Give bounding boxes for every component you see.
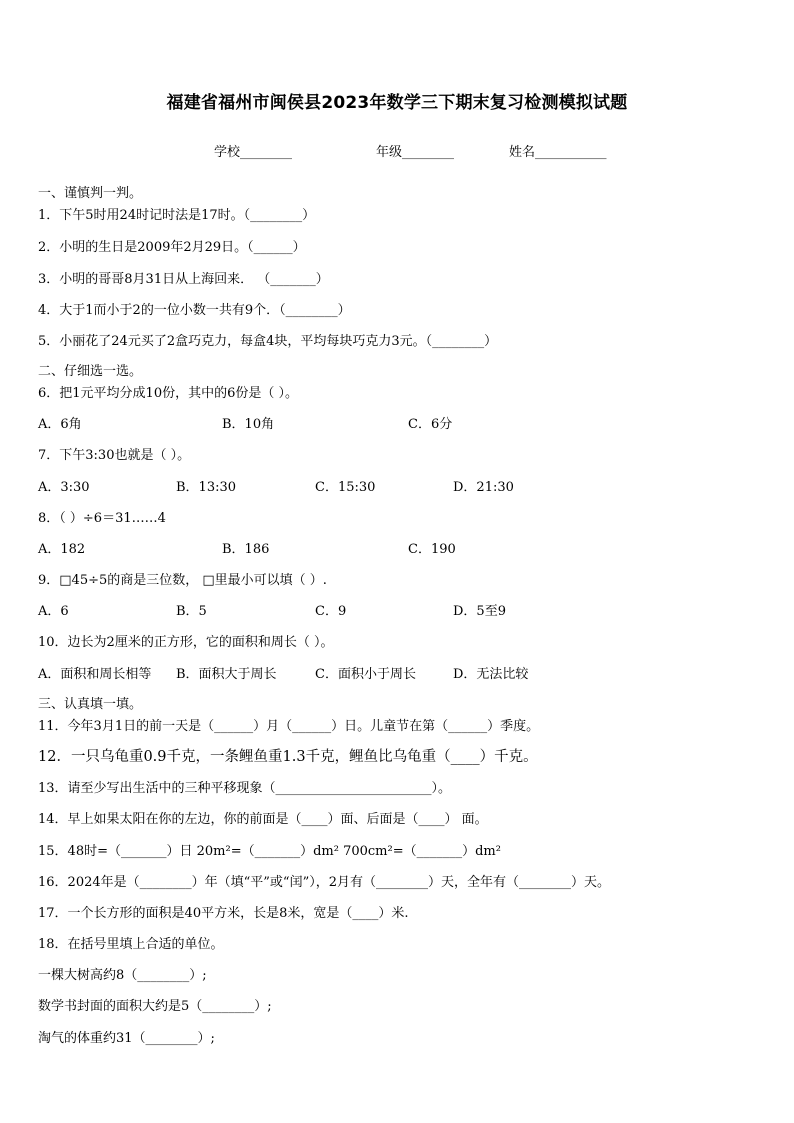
option-10b: B．面积大于周长: [176, 667, 277, 682]
question-8: 8．（ ）÷6＝31……4: [38, 511, 166, 526]
question-12: 12．一只乌龟重0.9千克，一条鲤鱼重1.3千克，鲤鱼比乌龟重（____）千克。: [38, 749, 538, 765]
section-heading-1: 一、谨慎判一判。: [38, 186, 143, 201]
question-18a: 一棵大树高约8（________）;: [38, 968, 207, 983]
question-7: 7．下午3:30也就是（ ）。: [38, 448, 191, 463]
question-18: 18．在括号里填上合适的单位。: [38, 937, 224, 952]
name-field: 姓名___________: [509, 145, 607, 160]
option-8b: B．186: [222, 542, 270, 557]
option-10c: C．面积小于周长: [315, 667, 416, 682]
grade-field: 年级________: [376, 145, 455, 160]
option-9d: D．5至9: [453, 604, 506, 619]
question-11: 11．今年3月1日的前一天是（______）月（______）日。儿童节在第（______）季度。: [38, 719, 540, 734]
question-2: 2．小明的生日是2009年2月29日。（______）: [38, 240, 306, 255]
school-field: 学校________: [214, 145, 293, 160]
page-title: 福建省福州市闽侯县2023年数学三下期末复习检测模拟试题: [166, 93, 628, 113]
option-9b: B．5: [176, 604, 207, 619]
section-heading-2: 二、仔细选一选。: [38, 364, 143, 379]
question-3: 3．小明的哥哥8月31日从上海回来． （_______）: [38, 272, 329, 287]
question-10: 10．边长为2厘米的正方形，它的面积和周长（ ）。: [38, 635, 334, 650]
question-18b: 数学书封面的面积大约是5（________）;: [38, 999, 272, 1014]
question-1: 1．下午5时用24时记时法是17时。（________）: [38, 208, 316, 223]
option-9c: C．9: [315, 604, 347, 619]
option-7d: D．21:30: [453, 480, 514, 495]
question-18c: 淘气的体重约31（________）;: [38, 1031, 215, 1046]
option-6c: C．6分: [408, 417, 453, 432]
option-7a: A．3:30: [38, 480, 90, 495]
option-6a: A．6角: [38, 417, 82, 432]
option-8a: A．182: [38, 542, 86, 557]
question-4: 4．大于1而小于2的一位小数一共有9个．（________）: [38, 303, 351, 318]
option-7b: B．13:30: [176, 480, 237, 495]
option-7c: C．15:30: [315, 480, 376, 495]
section-heading-3: 三、认真填一填。: [38, 697, 143, 712]
question-15: 15．48时=（_______）日 20m²=（_______）dm² 700cm²=（_______）dm²: [38, 844, 501, 859]
question-16: 16．2024年是（________）年（填“平”或“闰”），2月有（________）天，全年有（________）天。: [38, 875, 610, 890]
question-17: 17．一个长方形的面积是40平方米，长是8米，宽是（____）米.: [38, 906, 409, 921]
option-10a: A．面积和周长相等: [38, 667, 152, 682]
question-14: 14．早上如果太阳在你的左边，你的前面是（____）面、后面是（____） 面。: [38, 812, 488, 827]
question-9: 9．□45÷5的商是三位数， □里最小可以填（ ）.: [38, 573, 327, 588]
question-13: 13．请至少写出生活中的三种平移现象（________________________）。: [38, 781, 452, 796]
option-10d: D．无法比较: [453, 667, 529, 682]
question-6: 6．把1元平均分成10份，其中的6份是（ ）。: [38, 386, 298, 401]
option-6b: B．10角: [222, 417, 275, 432]
option-9a: A．6: [38, 604, 69, 619]
question-5: 5．小丽花了24元买了2盒巧克力，每盒4块，平均每块巧克力3元。（________）: [38, 334, 498, 349]
option-8c: C．190: [408, 542, 456, 557]
